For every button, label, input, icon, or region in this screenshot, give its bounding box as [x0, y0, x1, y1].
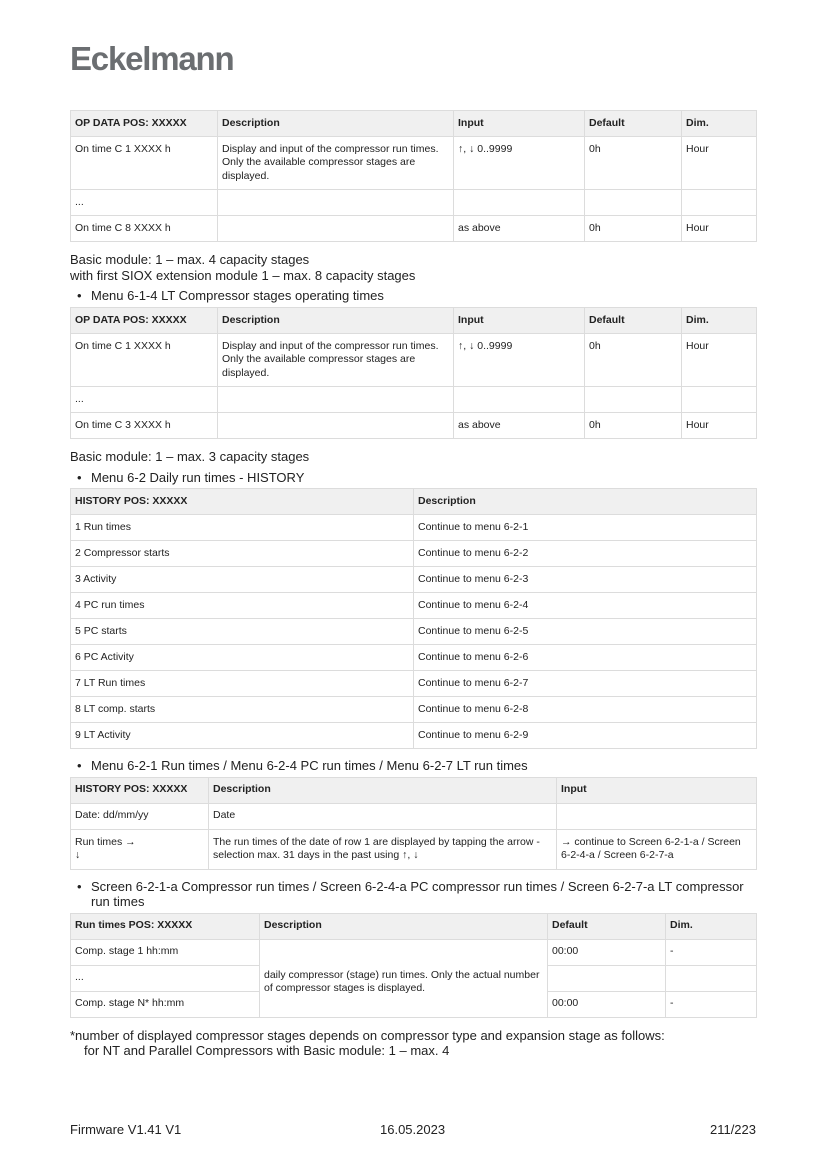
- col-header: Input: [454, 307, 585, 333]
- table-cell: On time C 3 XXXX h: [71, 413, 218, 439]
- table-cell: ...: [71, 965, 260, 991]
- table-cell: → continue to Screen 6-2-1-a / Screen 6-2-4-a / Screen 6-2-7-a: [557, 829, 757, 869]
- table-cell: [218, 216, 454, 242]
- col-header: Default: [585, 111, 682, 137]
- col-header: Description: [260, 913, 548, 939]
- table-row: [71, 619, 757, 645]
- table-cell: 9 LT Activity: [71, 723, 414, 749]
- table-cell: as above: [454, 413, 585, 439]
- table-cell: ↑, ↓ 0..9999: [454, 333, 585, 386]
- table-cell: 0h: [585, 137, 682, 190]
- table-row: [71, 216, 757, 242]
- col-header: Run times POS: XXXXX: [71, 913, 260, 939]
- text-line: Basic module: 1 – max. 4 capacity stages: [70, 252, 310, 268]
- table-cell: [585, 387, 682, 413]
- history-menu-table: [70, 488, 757, 749]
- bullet-dot-icon: •: [77, 878, 82, 894]
- table-row: [71, 723, 757, 749]
- table-row: [71, 645, 757, 671]
- table-cell: Hour: [682, 413, 757, 439]
- table-header-row: [71, 111, 757, 137]
- text-line: *number of displayed compressor stages depends on compressor type and expansion stage as follows:: [70, 1027, 665, 1043]
- table-cell: Run times → ↓: [71, 829, 209, 869]
- page-number: 211/223: [709, 1122, 756, 1137]
- table-header-row: [71, 913, 757, 939]
- table-cell: 0h: [585, 216, 682, 242]
- table-cell: Display and input of the compressor run times. Only the available compressor stages are displayed.: [218, 137, 454, 190]
- table-row: [71, 333, 757, 386]
- col-header: Dim.: [682, 111, 757, 137]
- bullet-text: Menu 6-2 Daily run times - HISTORY: [91, 469, 305, 485]
- bullet-dot-icon: •: [77, 469, 82, 485]
- text-line: for NT and Parallel Compressors with Basic module: 1 – max. 4: [84, 1043, 450, 1058]
- col-header: Default: [585, 307, 682, 333]
- table-cell: [218, 387, 454, 413]
- firmware-version: Firmware V1.41 V1: [70, 1122, 182, 1137]
- table-cell: Comp. stage N* hh:mm: [71, 991, 260, 1017]
- table-cell: [218, 190, 454, 216]
- table-cell: [454, 387, 585, 413]
- table-row: [71, 697, 757, 723]
- table-header-row: [71, 777, 757, 803]
- table-cell: ...: [71, 190, 218, 216]
- table-row: [71, 829, 757, 869]
- col-header: Dim.: [682, 307, 757, 333]
- table-cell: ...: [71, 387, 218, 413]
- table-cell: 0h: [585, 413, 682, 439]
- table-row: [71, 387, 757, 413]
- table-cell: Comp. stage 1 hh:mm: [71, 939, 260, 965]
- table-cell: 5 PC starts: [71, 619, 414, 645]
- table-cell: On time C 8 XXXX h: [71, 216, 218, 242]
- table-cell: 00:00: [548, 991, 666, 1017]
- bullet-item: [70, 470, 756, 486]
- table-cell: Hour: [682, 333, 757, 386]
- table-cell: [585, 190, 682, 216]
- page-content: [70, 110, 756, 1059]
- table-cell: ↑, ↓ 0..9999: [454, 137, 585, 190]
- bullet-text: Screen 6-2-1-a Compressor run times / Screen 6-2-4-a PC compressor run times / Screen 6-2-7-a LT compressor run times: [91, 878, 744, 909]
- table-cell: [454, 190, 585, 216]
- col-header: OP DATA POS: XXXXX: [71, 307, 218, 333]
- paragraph-basic-module: Basic module: 1 – max. 3 capacity stages: [70, 449, 310, 465]
- col-header: Description: [414, 489, 757, 515]
- table-cell: 00:00: [548, 939, 666, 965]
- table-cell: 4 PC run times: [71, 593, 414, 619]
- table-cell: On time C 1 XXXX h: [71, 137, 218, 190]
- compressor-run-times-table: [70, 913, 757, 1018]
- table-row: [71, 541, 757, 567]
- table-cell: -: [666, 939, 757, 965]
- table-row: [71, 593, 757, 619]
- table-cell: [548, 965, 666, 991]
- table-cell: Continue to menu 6-2-6: [414, 645, 757, 671]
- table-cell: 7 LT Run times: [71, 671, 414, 697]
- table-cell: Hour: [682, 137, 757, 190]
- table-cell: Continue to menu 6-2-5: [414, 619, 757, 645]
- table-row: [71, 515, 757, 541]
- col-header: Description: [218, 307, 454, 333]
- bullet-dot-icon: •: [77, 288, 82, 304]
- col-header: HISTORY POS: XXXXX: [71, 777, 209, 803]
- footer-date: 16.05.2023: [380, 1122, 446, 1137]
- table-cell: [557, 803, 757, 829]
- table-cell: 0h: [585, 333, 682, 386]
- col-header: HISTORY POS: XXXXX: [71, 489, 414, 515]
- bullet-item: [70, 879, 756, 910]
- footnote: [70, 1028, 756, 1059]
- run-times-history-table: [70, 777, 757, 870]
- col-header: Description: [218, 111, 454, 137]
- table-cell: Date: [209, 803, 557, 829]
- table-cell: 8 LT comp. starts: [71, 697, 414, 723]
- bullet-item: [70, 288, 756, 304]
- eckelmann-logo: Eckelmann: [70, 40, 234, 77]
- text-line: with first SIOX extension module 1 – max. 8 capacity stages: [70, 267, 416, 283]
- table-cell: Continue to menu 6-2-7: [414, 671, 757, 697]
- table-cell: Continue to menu 6-2-2: [414, 541, 757, 567]
- table-row: [71, 803, 757, 829]
- table-cell: [682, 190, 757, 216]
- bullet-item: [70, 758, 756, 774]
- paragraph-capacity-stages: [70, 252, 756, 283]
- table-cell: Hour: [682, 216, 757, 242]
- table-cell: Continue to menu 6-2-4: [414, 593, 757, 619]
- bullet-dot-icon: •: [77, 758, 82, 774]
- table-row: [71, 939, 757, 965]
- table-cell: -: [666, 991, 757, 1017]
- table-cell: Continue to menu 6-2-9: [414, 723, 757, 749]
- table-cell: Continue to menu 6-2-8: [414, 697, 757, 723]
- table-cell: On time C 1 XXXX h: [71, 333, 218, 386]
- col-header: Dim.: [666, 913, 757, 939]
- col-header: Input: [557, 777, 757, 803]
- table-cell: 1 Run times: [71, 515, 414, 541]
- table-cell: daily compressor (stage) run times. Only the actual number of compressor stages is displayed.: [260, 939, 548, 1017]
- table-cell: The run times of the date of row 1 are displayed by tapping the arrow - selection max. 31 days in the past using ↑, ↓: [209, 829, 557, 869]
- col-header: OP DATA POS: XXXXX: [71, 111, 218, 137]
- table-row: [71, 671, 757, 697]
- table-cell: as above: [454, 216, 585, 242]
- col-header: Default: [548, 913, 666, 939]
- col-header: Description: [209, 777, 557, 803]
- table-row: [71, 413, 757, 439]
- table-row: [71, 137, 757, 190]
- table-cell: 2 Compressor starts: [71, 541, 414, 567]
- table-cell: Continue to menu 6-2-1: [414, 515, 757, 541]
- table-row: [71, 190, 757, 216]
- table-cell: Continue to menu 6-2-3: [414, 567, 757, 593]
- table-header-row: [71, 489, 757, 515]
- table-header-row: [71, 307, 757, 333]
- table-cell: 3 Activity: [71, 567, 414, 593]
- table-cell: [666, 965, 757, 991]
- table-cell: 6 PC Activity: [71, 645, 414, 671]
- col-header: Input: [454, 111, 585, 137]
- table-cell: Display and input of the compressor run times. Only the available compressor stages are displayed.: [218, 333, 454, 386]
- table-cell: Date: dd/mm/yy: [71, 803, 209, 829]
- table-cell: [682, 387, 757, 413]
- op-data-table-lt: [70, 110, 757, 242]
- table-row: [71, 567, 757, 593]
- bullet-text: Menu 6-2-1 Run times / Menu 6-2-4 PC run times / Menu 6-2-7 LT run times: [91, 758, 528, 774]
- bullet-text: Menu 6-1-4 LT Compressor stages operating times: [91, 288, 384, 304]
- table-cell: [218, 413, 454, 439]
- op-data-table-lt-stages: [70, 307, 757, 439]
